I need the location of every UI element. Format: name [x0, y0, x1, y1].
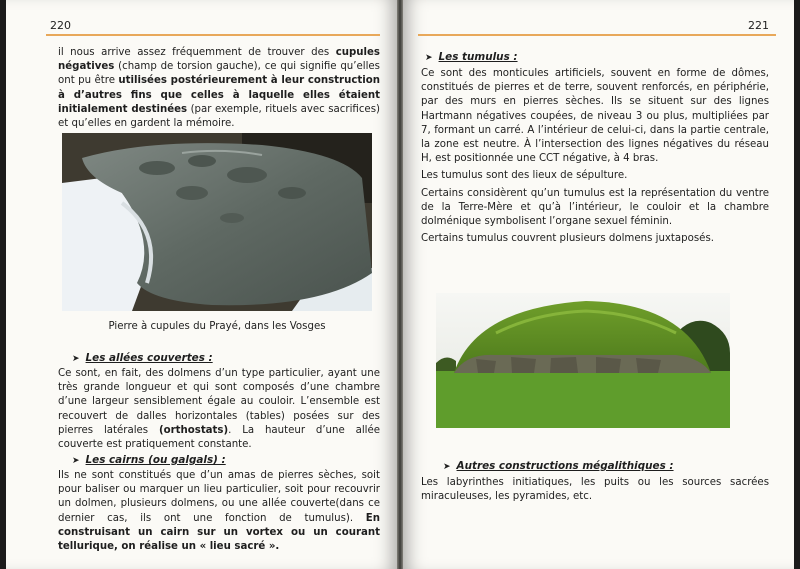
cairns-heading-text: Les cairns (ou galgals) :	[85, 454, 226, 466]
arrow-bullet-icon: ➤	[425, 53, 433, 63]
intro-bold-1: cupules négatives	[58, 47, 380, 73]
intro-text-3: (par exemple, rituels avec sacrifices) et qu’elles en gardent la mémoire.	[58, 103, 380, 130]
page-number-right: 221	[748, 19, 769, 32]
autres-text	[421, 476, 769, 507]
tumulus-paragraph-4: Certains tumulus couvrent plusieurs dolmens juxtaposés.	[421, 233, 714, 245]
tumulus-heading	[425, 51, 518, 63]
allees-paragraph	[58, 367, 380, 452]
arrow-bullet-icon: ➤	[72, 456, 80, 466]
tumulus-text	[421, 67, 769, 249]
cairns-bold-1: En construisant un cairn sur un vortex ou un courant tellurique, on réalise un « lieu sacré ».	[58, 512, 380, 553]
left-page	[6, 0, 397, 569]
page-number-left: 220	[50, 19, 71, 32]
allees-heading	[72, 352, 213, 364]
allees-text-2: . La hauteur d’une allée couverte est pratiquement constante.	[58, 424, 381, 451]
intro-paragraph	[58, 46, 380, 131]
tumulus-heading-text: Les tumulus :	[438, 51, 518, 63]
cairns-heading	[72, 454, 226, 466]
photo-caption-left: Pierre à cupules du Prayé, dans les Vosges	[108, 321, 326, 332]
autres-heading-text: Autres constructions mégalithiques :	[456, 460, 674, 472]
header-rule-left	[46, 34, 380, 36]
autres-paragraph: Les labyrinthes initiatiques, les puits ou les sources sacrées miraculeuses, les pyramides, etc.	[421, 477, 769, 503]
tumulus-photo	[436, 293, 730, 428]
right-page	[403, 0, 794, 569]
arrow-bullet-icon: ➤	[443, 462, 451, 472]
cupules-stone-photo	[62, 133, 372, 311]
arrow-bullet-icon: ➤	[72, 354, 80, 364]
header-rule-right	[418, 34, 776, 36]
intro-text-2: (champ de torsion gauche), ce qui signifie qu’elles ont pu être	[58, 61, 380, 87]
tumulus-paragraph-3: Certains considèrent qu’un tumulus est la représentation du ventre de la Terre-Mère et qu’à l’intérieur, le couloir et la chambre dolménique symbolisent l’organe sexuel féminin.	[421, 187, 769, 228]
tumulus-paragraph-2: Les tumulus sont des lieux de sépulture.	[421, 170, 628, 182]
autres-heading	[443, 460, 674, 472]
intro-text-1: il nous arrive assez fréquemment de trouver des	[58, 47, 336, 58]
allees-heading-text: Les allées couvertes :	[85, 352, 213, 364]
allees-bold-1: (orthostats)	[158, 424, 229, 436]
cairns-paragraph	[58, 469, 380, 554]
tumulus-paragraph-1: Ce sont des monticules artificiels, souvent en forme de dômes, constitués de pierres et de terre, souvent renforcés, en périphérie, par des murs en pierres sèches. Ils se situent sur des lignes Hartmann négatives coupées, de niveau 3 ou plus, multipliées par 7, formant un carré. A l’intérieur de celui-ci, dans la partie centrale, la zone est neutre. À l’intersection des lignes négatives du réseau H, est positionnée une CCT négative, à 4 bras.	[421, 68, 769, 165]
intro-bold-2: utilisées postérieurement à leur construction à d’autres fins que celles à laquelle elles étaient initialement destinées	[58, 75, 380, 115]
cairns-text-1: Ils ne sont constitués que d’un amas de pierres sèches, soit pour baliser ou marquer un lieu particulier, soit pour recouvrir un dolmen, plusieurs dolmens, ou une allée couverte(dans ce dernier cas, ils ont une fonction de tumulus).	[58, 470, 380, 524]
allees-text-1: Ce sont, en fait, des dolmens d’un type particulier, ayant une très grande longueur et qui sont composés d’une chambre d’une largeur sensiblement égale au couloir. L’ensemble est recouvert de dalles horizontales (tables) posées sur des pierres latérales	[58, 368, 380, 436]
